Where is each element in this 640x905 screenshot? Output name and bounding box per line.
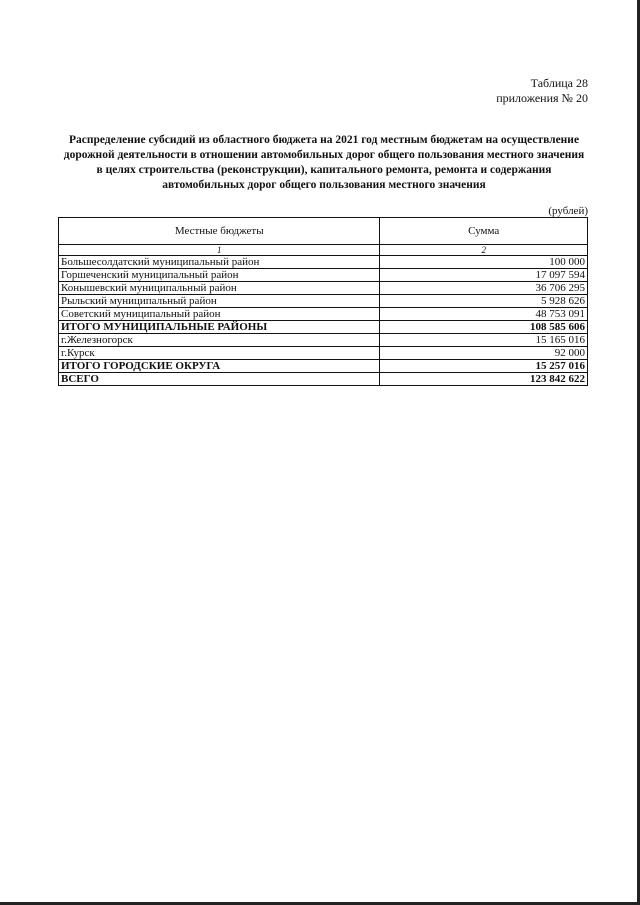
subsidy-table [58,217,588,386]
row-amount: 48 753 091 [380,308,588,321]
grand-total-label: ВСЕГО [59,373,380,386]
column-header-budgets: Местные бюджеты [59,218,380,245]
table-number-block [496,76,588,106]
column-index-1: 1 [59,245,380,256]
row-amount: 100 000 [380,256,588,269]
appendix-number: приложения № 20 [496,91,588,105]
grand-total-amount: 123 842 622 [380,373,588,386]
table-row [59,334,588,347]
column-header-sum: Сумма [380,218,588,245]
row-budget-name: Советский муниципальный район [59,308,380,321]
row-budget-name: Рыльский муниципальный район [59,295,380,308]
row-amount: 36 706 295 [380,282,588,295]
subtotal-row-districts [59,321,588,334]
table-number: Таблица 28 [530,76,588,90]
subtotal-row-city-districts [59,360,588,373]
table-row [59,256,588,269]
row-budget-name: Горшеченский муниципальный район [59,269,380,282]
table-row [59,269,588,282]
table-header-row [59,218,588,245]
grand-total-row [59,373,588,386]
row-amount: 5 928 626 [380,295,588,308]
row-amount: 17 097 594 [380,269,588,282]
table-row [59,295,588,308]
row-budget-name: г.Курск [59,347,380,360]
row-amount: 15 165 016 [380,334,588,347]
row-budget-name: Большесолдатский муниципальный район [59,256,380,269]
table-row [59,308,588,321]
subtotal-amount: 15 257 016 [380,360,588,373]
document-title: Распределение субсидий из областного бюджета на 2021 год местным бюджетам на осуществление дорожной деятельности в отношении автомобильных дорог общего пользования местного значения в целях строительства (реконструкции), капитального ремонта, ремонта и содержания автомобильных дорог общего пользования местного значения [63,134,585,191]
subtotal-label: ИТОГО ГОРОДСКИЕ ОКРУГА [59,360,380,373]
row-budget-name: Конышевский муниципальный район [59,282,380,295]
subtotal-amount: 108 585 606 [380,321,588,334]
subtotal-label: ИТОГО МУНИЦИПАЛЬНЫЕ РАЙОНЫ [59,321,380,334]
column-index-2: 2 [380,245,588,256]
row-budget-name: г.Железногорск [59,334,380,347]
unit-label: (рублей) [548,205,588,217]
table-row [59,347,588,360]
table-index-row [59,245,588,256]
row-amount: 92 000 [380,347,588,360]
table-row [59,282,588,295]
